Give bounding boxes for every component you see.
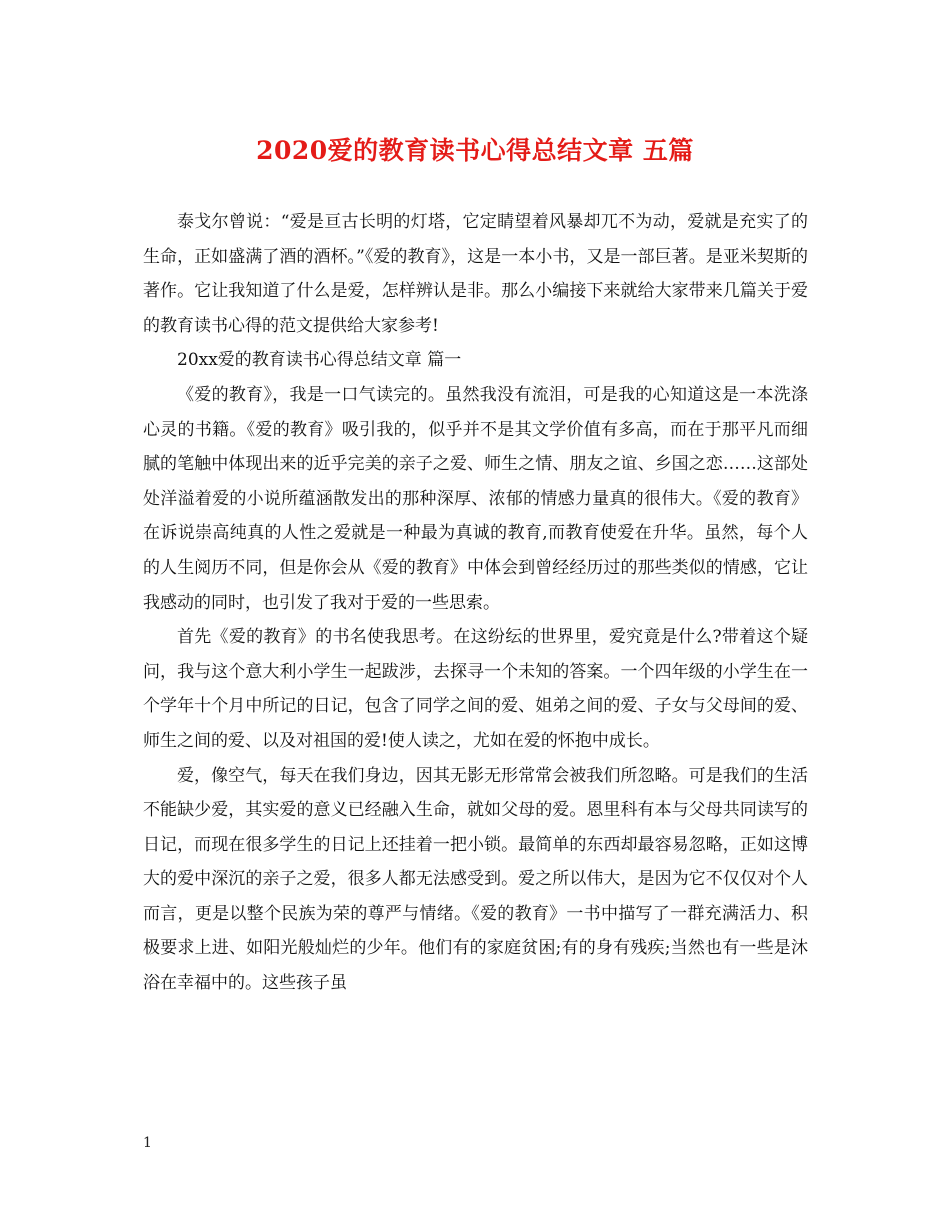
- body-paragraph: 首先《爱的教育》的书名使我思考。在这纷纭的世界里，爱究竟是什么?带着这个疑问，我与这个意大利小学生一起跋涉，去探寻一个未知的答案。一个四年级的小学生在一个学年十个月中所记的日记，包含了同学之间的爱、姐弟之间的爱、子女与父母间的爱、师生之间的爱、以及对祖国的爱!使人读之，尤如在爱的怀抱中成长。: [143, 627, 808, 751]
- document-body: [143, 205, 808, 1001]
- section-heading: 20xx爱的教育读书心得总结文章 篇一: [177, 350, 462, 371]
- intro-paragraph: 泰戈尔曾说：“爱是亘古长明的灯塔，它定睛望着风暴却兀不为动，爱就是充实了的生命，正如盛满了酒的酒杯。”《爱的教育》，这是一本小书，又是一部巨著。是亚米契斯的著作。它让我知道了什么是爱，怎样辨认是非。那么小编接下来就给大家带来几篇关于爱的教育读书心得的范文提供给大家参考!: [143, 212, 808, 336]
- document-title: 2020爱的教育读书心得总结文章 五篇: [256, 136, 694, 165]
- body-paragraph: 爱，像空气，每天在我们身边，因其无影无形常常会被我们所忽略。可是我们的生活不能缺少爱，其实爱的意义已经融入生命，就如父母的爱。恩里科有本与父母共同读写的日记，而现在很多学生的日记上还挂着一把小锁。最简单的东西却最容易忽略，正如这博大的爱中深沉的亲子之爱，很多人都无法感受到。爱之所以伟大，是因为它不仅仅对个人而言，更是以整个民族为荣的尊严与情绪。《爱的教育》一书中描写了一群充满活力、积极要求上进、如阳光般灿烂的少年。他们有的家庭贫困;有的身有残疾;当然也有一些是沐浴在幸福中的。这些孩子虽: [143, 765, 808, 994]
- body-paragraph: 《爱的教育》，我是一口气读完的。虽然我没有流泪，可是我的心知道这是一本洗涤心灵的书籍。《爱的教育》吸引我的，似乎并不是其文学价值有多高，而在于那平凡而细腻的笔触中体现出来的近乎完美的亲子之爱、师生之情、朋友之谊、乡国之恋……这部处处洋溢着爱的小说所蕴涵散发出的那种深厚、浓郁的情感力量真的很伟大。《爱的教育》在诉说崇高纯真的人性之爱就是一种最为真诚的教育,而教育使爱在升华。虽然，每个人的人生阅历不同，但是你会从《爱的教育》中体会到曾经经历过的那些类似的情感，它让我感动的同时，也引发了我对于爱的一些思索。: [143, 384, 808, 613]
- page-number: 1: [143, 1135, 152, 1151]
